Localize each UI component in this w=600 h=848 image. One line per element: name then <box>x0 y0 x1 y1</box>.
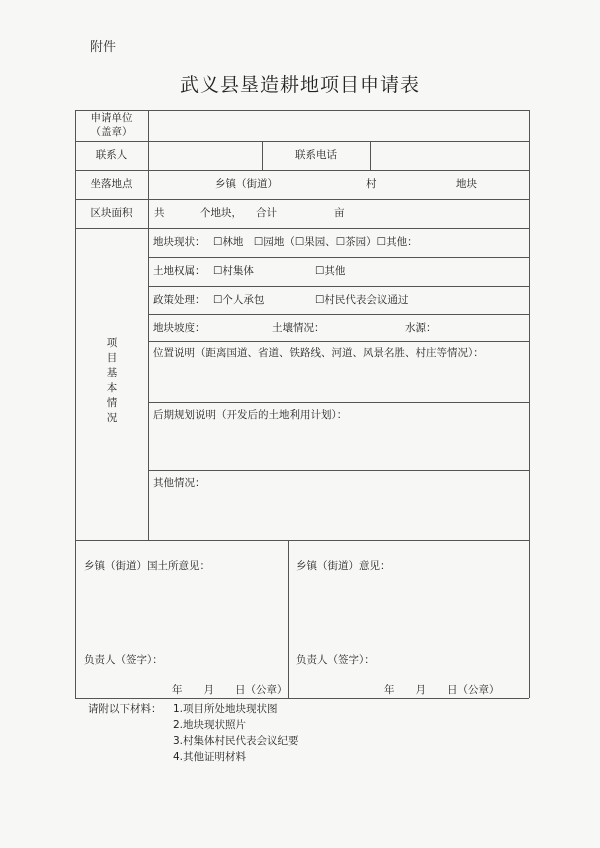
status-options: ☐林地 ☐园地（☐果园、☐茶园）☐其他： <box>213 236 418 248</box>
opinion-divider <box>288 540 289 698</box>
policy-label: 政策处理： <box>153 294 206 306</box>
row-divider <box>75 540 529 541</box>
location-plot: 地块 <box>456 178 477 190</box>
attachment-label: 附件 <box>90 40 117 55</box>
land-office-signer-label: 负责人（签字）： <box>84 654 163 666</box>
basic-info-label <box>105 336 119 426</box>
town-date-seal: 年 月 日（公章） <box>384 684 500 696</box>
policy-individual-option: ☐个人承包 <box>213 294 265 306</box>
future-plan-label: 后期规划说明（开发后的土地利用计划）： <box>153 409 348 421</box>
row-divider <box>148 314 529 315</box>
row-divider <box>75 228 529 229</box>
policy-villager-meeting-option: ☐村民代表会议通过 <box>315 294 409 306</box>
label-char: 基 <box>106 367 118 379</box>
label-char: 目 <box>106 352 118 364</box>
town-opinion-label: 乡镇（街道）意见： <box>296 560 391 572</box>
water-label: 水源： <box>405 322 437 334</box>
label-char: 本 <box>106 382 118 394</box>
soil-label: 土壤情况： <box>272 322 325 334</box>
label-char: 情 <box>106 397 118 409</box>
other-info-label: 其他情况： <box>153 477 206 489</box>
table-border-top <box>75 110 529 111</box>
applicant-seal-label: （盖章） <box>90 126 133 138</box>
table-border-left <box>75 110 76 698</box>
location-town: 乡镇（街道） <box>215 178 278 190</box>
contact-phone-label: 联系电话 <box>295 149 337 161</box>
row-divider <box>148 341 529 342</box>
ownership-label: 土地权属： <box>153 265 206 277</box>
attachment-item: 2.地块现状照片 <box>173 719 247 731</box>
area-plots: 个地块， <box>200 207 242 219</box>
attachment-item: 1.项目所处地块现状图 <box>173 703 278 715</box>
table-border-right <box>529 110 530 698</box>
table-border-bottom <box>75 698 529 699</box>
row-divider <box>148 402 529 403</box>
row-divider <box>148 257 529 258</box>
area-sum: 合计 <box>256 207 277 219</box>
label-column-divider <box>148 110 149 540</box>
attachments-label: 请附以下材料： <box>88 703 162 715</box>
label-char: 况 <box>106 412 118 424</box>
applicant-label: 申请单位 <box>90 112 133 124</box>
status-label: 地块现状： <box>153 236 206 248</box>
land-office-opinion-label: 乡镇（街道）国土所意见： <box>84 560 210 572</box>
label-char: 项 <box>106 337 118 349</box>
attachment-item: 4.其他证明材料 <box>173 751 247 763</box>
contact-person-label: 联系人 <box>95 149 128 161</box>
form-title: 武义县垦造耕地项目申请表 <box>179 74 420 96</box>
area-total: 共 <box>154 207 165 219</box>
row-divider <box>75 141 529 142</box>
row-divider <box>148 286 529 287</box>
ownership-other-option: ☐其他 <box>315 265 346 277</box>
area-unit: 亩 <box>334 207 345 219</box>
row-divider <box>75 199 529 200</box>
slope-label: 地块坡度： <box>153 322 206 334</box>
row-divider <box>75 170 529 171</box>
ownership-collective-option: ☐村集体 <box>213 265 254 277</box>
location-village: 村 <box>366 178 377 190</box>
row-divider <box>148 470 529 471</box>
column-divider <box>370 141 371 170</box>
position-description-label: 位置说明（距离国道、省道、铁路线、河道、风景名胜、村庄等情况）： <box>153 347 484 359</box>
land-office-date-seal: 年 月 日（公章） <box>172 684 288 696</box>
location-label: 坐落地点 <box>90 178 133 190</box>
attachment-item: 3.村集体村民代表会议纪要 <box>173 735 299 747</box>
town-signer-label: 负责人（签字）： <box>296 654 375 666</box>
area-label: 区块面积 <box>90 207 133 219</box>
